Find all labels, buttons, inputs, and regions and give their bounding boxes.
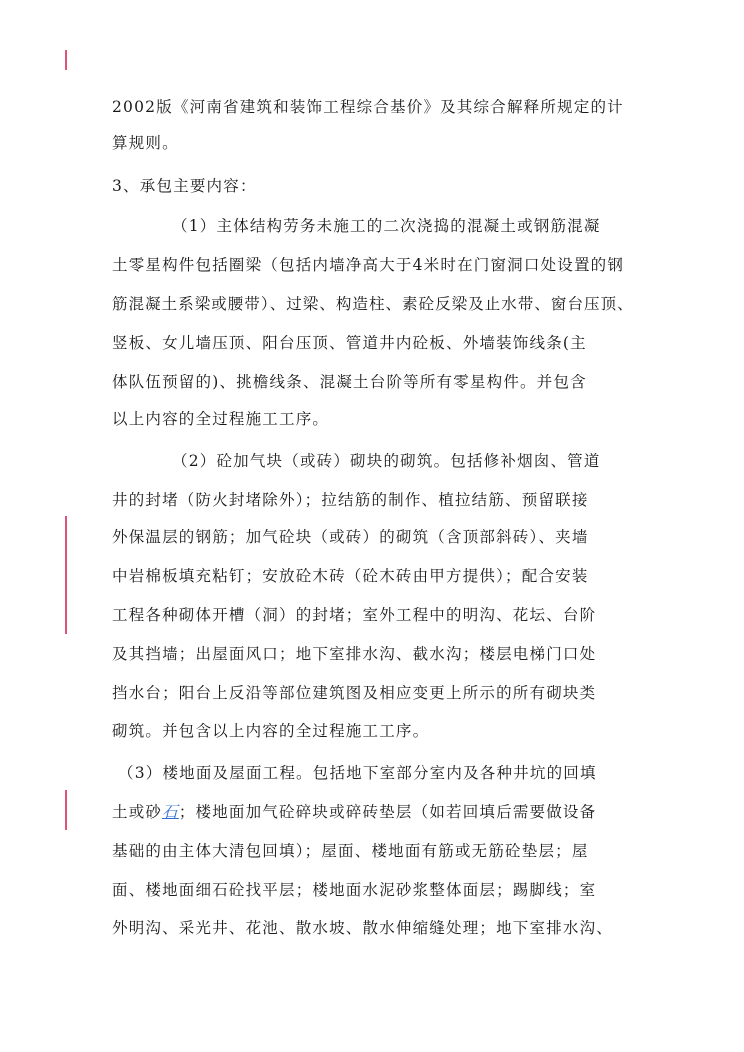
paragraph-line: 外明沟、采光井、花池、散水坡、散水伸缩缝处理；地下室排水沟、	[112, 919, 614, 937]
paragraph-line: 算规则。	[112, 134, 179, 152]
paragraph-line: 体队伍预留的)、挑檐线条、混凝土台阶等所有零星构件。并包含	[112, 373, 587, 391]
revision-mark	[65, 790, 67, 830]
paragraph-line: 挡水台；阳台上反沿等部位建筑图及相应变更上所示的所有砌块类	[112, 684, 597, 702]
comment-anchor-link[interactable]: 石	[162, 803, 179, 821]
paragraph-line: 工程各种砌体开槽（洞）的封堵；室外工程中的明沟、花坛、台阶	[112, 606, 597, 624]
revision-mark	[65, 50, 67, 70]
text-segment: 土或砂	[112, 803, 163, 821]
paragraph-line: （1）主体结构劳务未施工的二次浇捣的混凝土或钢筋混凝	[172, 217, 601, 235]
paragraph-line: 外保温层的钢筋；加气砼块（或砖）的砌筑（含顶部斜砖）、夹墙	[112, 528, 589, 546]
revision-mark	[65, 516, 67, 634]
paragraph-line: 井的封堵（防火封堵除外）；拉结筋的制作、植拉结筋、预留联接	[112, 491, 589, 509]
paragraph-line: 基础的由主体大清包回填）；屋面、楼地面有筋或无筋砼垫层；屋	[112, 842, 589, 860]
section-heading: 3、承包主要内容：	[112, 177, 257, 195]
paragraph-line: 中岩棉板填充粘钉；安放砼木砖（砼木砖由甲方提供）；配合安装	[112, 567, 589, 585]
paragraph-line: （2）砼加气块（或砖）砌块的砌筑。包括修补烟囱、管道	[172, 452, 601, 470]
paragraph-line: 面、楼地面细石砼找平层；楼地面水泥砂浆整体面层；踢脚线；室	[112, 881, 597, 899]
paragraph-line: 土零星构件包括圈梁（包括内墙净高大于4米时在门窗洞口处设置的钢	[112, 256, 625, 274]
paragraph-line: 及其挡墙；出屋面风口；地下室排水沟、截水沟；楼层电梯门口处	[112, 645, 597, 663]
paragraph-line: 筋混凝土系梁或腰带）、过梁、构造柱、素砼反梁及止水带、窗台压顶、	[112, 295, 634, 313]
paragraph-line: 以上内容的全过程施工工序。	[112, 410, 330, 428]
paragraph-line	[112, 802, 596, 822]
paragraph-line: 砌筑。并包含以上内容的全过程施工工序。	[112, 722, 430, 740]
paragraph-line: 竖板、女儿墙压顶、阳台压顶、管道井内砼板、外墙装饰线条(主	[112, 334, 587, 352]
paragraph-line: （3）楼地面及屋面工程。包括地下室部分室内及各种井坑的回填	[118, 764, 597, 782]
text-segment: ；楼地面加气砼碎块或碎砖垫层（如若回填后需要做设备	[178, 803, 597, 821]
paragraph-line: 2002版《河南省建筑和装饰工程综合基价》及其综合解释所规定的计	[112, 98, 624, 116]
